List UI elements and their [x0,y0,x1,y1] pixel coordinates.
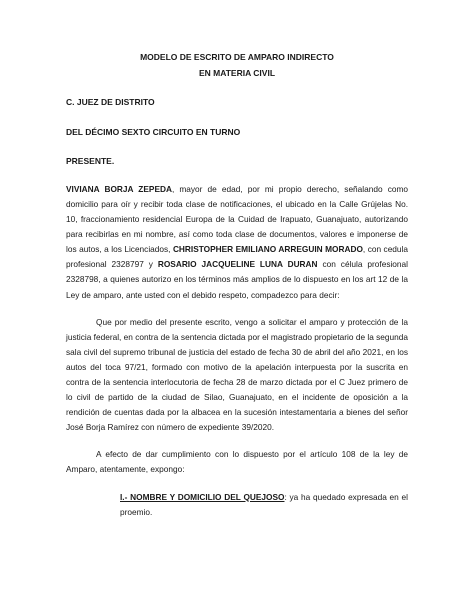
paragraph-request: Que por medio del presente escrito, vengo a solicitar el amparo y protección de la justicia federal, en contra de la sentencia dictada por el magistrado propietario de la segunda sala civil del supremo tribunal de justicia del estado de fecha 30 de abril del año 2021, en los autos del toca 97/21, formado con motivo de la apelación interpuesta por la suscrita en contra de la sentencia interlocutoria de fecha 28 de marzo dictada por el C Juez primero de lo civil de partido de la ciudad de Silao, Guanajuato, en el incidente de oposición a la rendición de cuentas dada por la albacea en la sucesión intestamentaria a bienes del señor José Borja Ramírez con número de expediente 39/2020. [66,316,408,433]
title-line-2: EN MATERIA CIVIL [198,67,276,78]
document-title [66,50,408,81]
name-christopher: CHRISTOPHER EMILIANO ARREGUIN MORADO [172,244,363,255]
list-item-label: I.- NOMBRE Y DOMICILIO DEL QUEJOSO [120,491,285,502]
paragraph-parties-text-3: con célula profesional 2328798, a quienes autorizo en los términos más amplios de lo dispuesto en los art 12 de la Ley de amparo, ante usted con el debido respeto, compadezco para decir: [66,259,408,300]
name-rosario: ROSARIO JACQUELINE LUNA DURAN [157,259,318,270]
title-line-1: MODELO DE ESCRITO DE AMPARO INDIRECTO [140,52,334,62]
list-item-quejoso [66,490,408,520]
paragraph-parties [66,182,408,303]
paragraph-article-108: A efecto de dar cumplimiento con lo dispuesto por el artículo 108 de la ley de Amparo, atentamente, expongo: [66,449,408,475]
list-item-text: : ya ha quedado expresada en el proemio. [120,491,408,517]
paragraph-parties-text-1: , mayor de edad, por mi propio derecho, señalando como domicilio para oír y recibir toda clase de notificaciones, el ubicado en la Calle Grújelas No. 10, fraccionamiento residencial Europa de la Cuidad de Irapuato, Guanajuato, autorizando para recibirlas en mi nombre, así como toda clase de documentos, valores e imponerse de los autos, a los Licenciados, [66,183,408,255]
addressee-circuit: DEL DÉCIMO SEXTO CIRCUITO EN TURNO [66,126,241,137]
addressee-judge: C. JUEZ DE DISTRITO [66,97,155,108]
presente-heading: PRESENTE. [66,156,115,167]
paragraph-parties-text-2: , con cedula profesional 2328797 y [66,244,408,270]
name-viviana: VIVIANA BORJA ZEPEDA [66,183,172,194]
